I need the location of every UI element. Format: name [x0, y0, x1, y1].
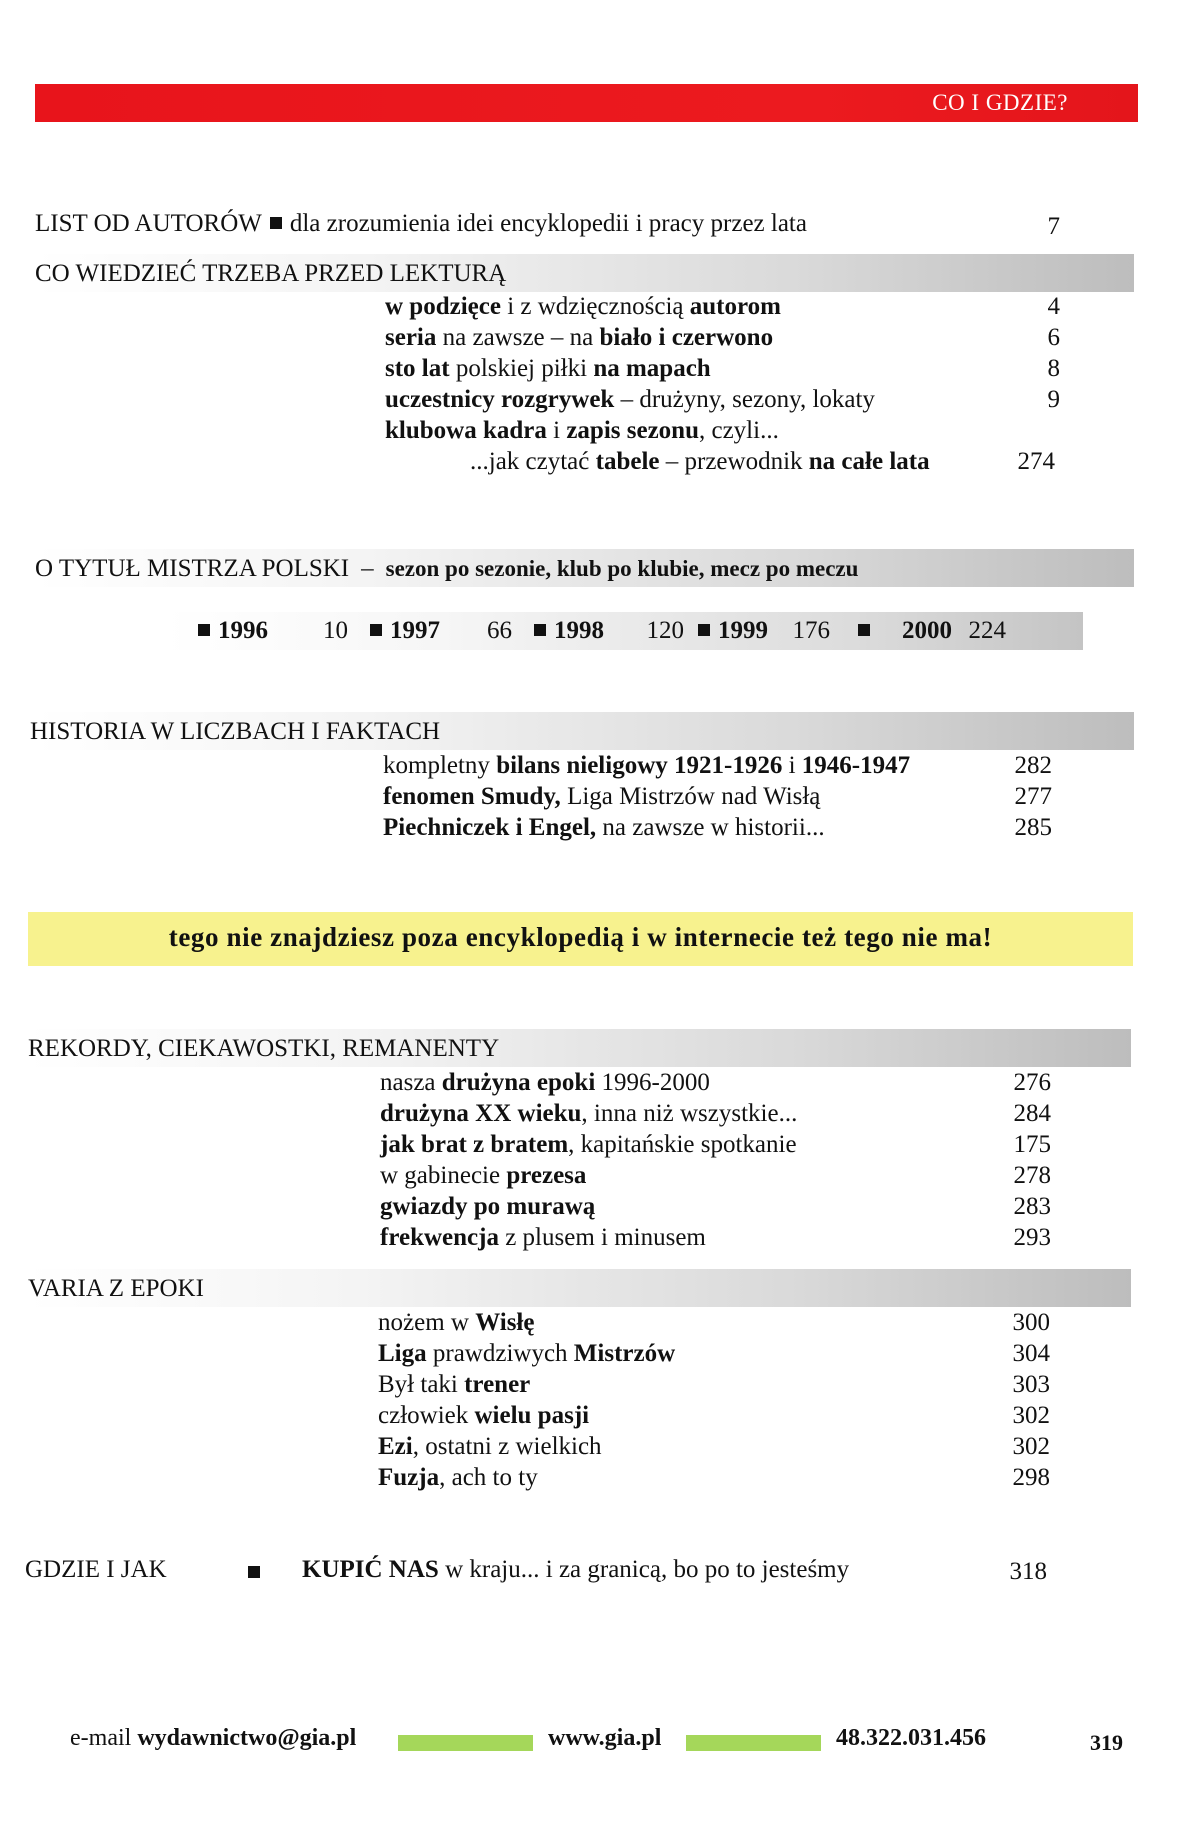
toc-row: człowiek wielu pasji	[378, 1402, 590, 1429]
toc-row: fenomen Smudy, Liga Mistrzów nad Wisłą	[383, 783, 821, 810]
toc-page: 9	[1047, 386, 1060, 413]
toc-page: 300	[1012, 1309, 1050, 1336]
section-title-varia: VARIA Z EPOKI	[28, 1275, 204, 1302]
toc-row: drużyna XX wieku, inna niż wszystkie...	[380, 1100, 798, 1127]
toc-row: Fuzja, ach to ty	[378, 1464, 538, 1491]
bullet-square-icon	[858, 624, 870, 636]
section-title-gdzie: GDZIE I JAK	[25, 1556, 167, 1583]
list-od-autorow-row	[35, 210, 807, 238]
footer-separator	[398, 1735, 533, 1751]
bullet-square-icon	[370, 624, 382, 636]
toc-row: ...jak czytać tabele – przewodnik na całe lata	[470, 448, 930, 475]
toc-page: 8	[1047, 355, 1060, 382]
toc-row: gwiazdy po murawą	[380, 1193, 596, 1220]
toc-row: uczestnicy rozgrywek – drużyny, sezony, lokaty	[385, 386, 875, 413]
toc-page: 302	[1012, 1402, 1050, 1429]
footer-email: e-mail wydawnictwo@gia.pl	[70, 1725, 357, 1751]
toc-row: klubowa kadra i zapis sezonu, czyli...	[385, 417, 779, 444]
bullet-square-icon	[248, 1566, 260, 1578]
toc-row: seria na zawsze – na biało i czerwono	[385, 324, 774, 351]
toc-page: 175	[1013, 1131, 1051, 1158]
section-o-tytul: O TYTUŁ MISTRZA POLSKI – sezon po sezonie, klub po klubie, mecz po meczu	[35, 555, 859, 582]
toc-page: 283	[1013, 1193, 1051, 1220]
toc-page: 298	[1012, 1464, 1050, 1491]
gdzie-desc: KUPIĆ NAS w kraju... i za granicą, bo po to jesteśmy	[302, 1556, 850, 1583]
toc-row: kompletny bilans nieligowy 1921-1926 i 1946-1947	[383, 752, 911, 779]
toc-row: w gabinecie prezesa	[380, 1162, 587, 1189]
toc-row: frekwencja z plusem i minusem	[380, 1224, 706, 1251]
toc-row: sto lat polskiej piłki na mapach	[385, 355, 711, 382]
toc-page: 274	[1017, 448, 1055, 475]
bullet-square-icon	[198, 624, 210, 636]
section-title-o-tytul: O TYTUŁ MISTRZA POLSKI	[35, 555, 350, 582]
list-od-autorow-title: LIST OD AUTORÓW	[35, 210, 262, 237]
list-od-autorow-desc: dla zrozumienia idei encyklopedii i pracy przez lata	[289, 210, 807, 237]
toc-row: w podzięce i z wdzięcznością autorom	[385, 293, 781, 320]
section-gdzie	[25, 1556, 167, 1584]
footer-www: www.gia.pl	[548, 1725, 662, 1751]
toc-row: Był taki trener	[378, 1371, 531, 1398]
toc-row: Liga prawdziwych Mistrzów	[378, 1340, 676, 1367]
toc-page: 304	[1012, 1340, 1050, 1367]
toc-row: Ezi, ostatni z wielkich	[378, 1433, 602, 1460]
section-title-rekordy: REKORDY, CIEKAWOSTKI, REMANENTY	[28, 1035, 500, 1062]
list-od-autorow-page: 7	[1047, 213, 1060, 240]
bullet-square-icon	[698, 624, 710, 636]
page-number: 319	[1090, 1730, 1123, 1755]
toc-page: 276	[1013, 1069, 1051, 1096]
toc-page: 4	[1047, 293, 1060, 320]
gdzie-page: 318	[1009, 1558, 1047, 1585]
footer-phone: 48.322.031.456	[836, 1725, 986, 1751]
toc-page: 277	[1014, 783, 1052, 810]
footer-separator	[686, 1735, 821, 1751]
bullet-square-icon	[534, 624, 546, 636]
toc-row: jak brat z bratem, kapitańskie spotkanie	[380, 1131, 797, 1158]
toc-page: 293	[1013, 1224, 1051, 1251]
promo-banner	[28, 912, 1133, 966]
toc-page: 285	[1014, 814, 1052, 841]
header-title: CO I GDZIE?	[932, 90, 1068, 115]
toc-page: 302	[1012, 1433, 1050, 1460]
toc-row: Piechniczek i Engel, na zawsze w historii...	[383, 814, 825, 841]
section-title-historia: HISTORIA W LICZBACH I FAKTACH	[30, 718, 441, 745]
toc-row: nasza drużyna epoki 1996-2000	[380, 1069, 710, 1096]
toc-page: 278	[1013, 1162, 1051, 1189]
header-bar	[35, 84, 1138, 122]
bullet-square-icon	[270, 217, 282, 229]
toc-page: 303	[1012, 1371, 1050, 1398]
seasons-row: 1996 10 1997 66 1998 120 1999 176 2000 224	[190, 617, 1006, 645]
toc-page: 6	[1047, 324, 1060, 351]
toc-page: 284	[1013, 1100, 1051, 1127]
promo-banner-text: tego nie znajdziesz poza encyklopedią i w internecie też tego nie ma!	[168, 922, 993, 952]
toc-page: 282	[1014, 752, 1052, 779]
toc-row: nożem w Wisłę	[378, 1309, 535, 1336]
o-tytul-desc: sezon po sezonie, klub po klubie, mecz po meczu	[385, 556, 859, 581]
section-title-co-wiedziec: CO WIEDZIEĆ TRZEBA PRZED LEKTURĄ	[35, 260, 507, 287]
